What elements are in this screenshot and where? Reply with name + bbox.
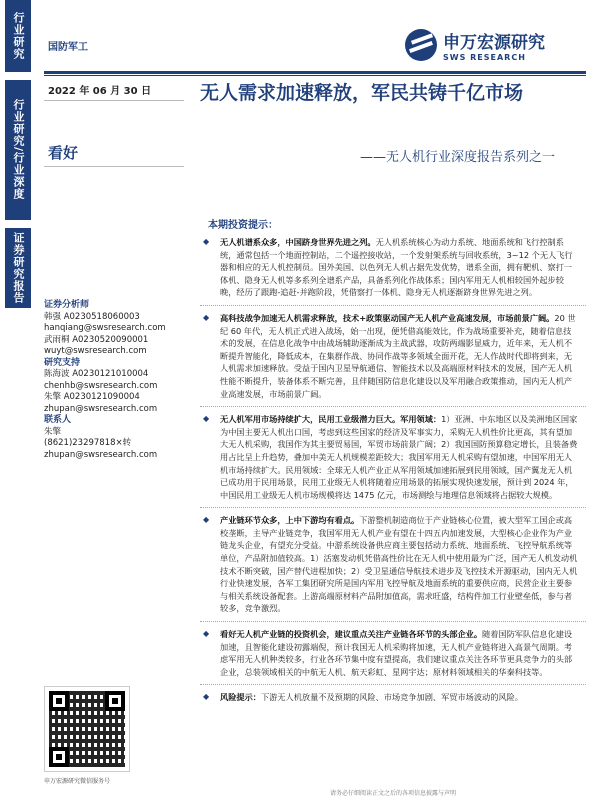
research-support-heading: 研究支持: [44, 357, 81, 368]
sidebar-tag-industry-research: [5, 0, 31, 72]
qr-finder-icon: [49, 747, 69, 767]
rating-divider-top: [44, 100, 184, 101]
key-point-bold: 产业链环节众多，上中下游均有看点。: [220, 515, 360, 526]
contact-phone: (8621)23297818×转: [44, 438, 132, 448]
logo-cn-text: 申万宏源研究: [443, 33, 545, 53]
qr-finder-icon: [105, 691, 125, 711]
header-divider: [44, 71, 586, 74]
analyst-line: 朱擎 A0230121090004: [44, 392, 140, 402]
key-point-item: [200, 236, 586, 306]
industry-label: 国防军工: [48, 42, 88, 53]
analyst-info: [44, 300, 194, 461]
key-point-text: 下游整机制造商位于产业链核心位置，被大型军工国企或高校垄断，主导产业链竞争，我国军用无人机产业有望在十四五内加速发展，大型核心企业作为产业链龙头企业，有望充分受益。中游系统设备供应商主要包括动力系统、地面系统、飞控导航系统等单位，产品附加值较高。1）活塞发动机凭借高性价比在无人机中使用最为广泛，国产无人机发动机技术不断突破，国产替代进程加快；2）受卫星通信导航技术进步及飞控技术开源驱动，国内无人机行业快速发展，各军工集团研究所是国内军用飞控导航及地面系统的重要供应商，民营企业主要参与相关系统设备配套。上游高端原材料产品附加值高，需求旺盛，结构件加工行业壁垒低，参与者较多，竞争激烈。: [220, 515, 578, 614]
key-points-list: [200, 236, 586, 716]
qr-caption: 申万宏源研究微信服务号: [44, 778, 111, 785]
report-date: 2022 年 06 月 30 日: [48, 86, 152, 97]
key-point-item: [200, 691, 586, 710]
key-point-item: [200, 514, 586, 622]
key-point-text: 20 世纪 60 年代，无人机正式进入战场，始一出现，便凭借高能效比，作为战场重要补充，随着信息技术的发展，在信息化战争中由战场辅助逐渐成为主战武器，攻防两端影显威力，近年来，无人机不断提升智能化，降低成本，在集群作战、协同作战等多领域全面开花，无人作战时代即将到来，无人机需求加速释放。受益于国内卫星导航通信、智能技术以及高端原材料技术的发展，国产无人机性能不断提升，装备体系不断完善，且伴随国防信息化建设以及军用融合政策推动，国内无人机产业高速发展，市场前景广阔。: [220, 312, 576, 399]
qr-code: [44, 686, 130, 772]
logo-en-text: SWS RESEARCH: [443, 53, 526, 62]
analyst-line: 韩强 A0230518060003: [44, 311, 140, 322]
key-point-bold: 看好无人机产业链的投资机会，建议重点关注产业链各环节的头部企业。: [220, 629, 483, 640]
key-point-text: 随着国防军队信息化建设加速，且智能化建设初露端倪，预计我国无人机采购将加速，无人机产业链将进入高景气周期。考虑军用无人机种类较多，行业各环节集中度有望提高，我们建议重点关注各环节更具竞争力的头部企业，总装领域相关的中航无人机、航天彩虹、星网宇达；原材料领域相关的华秦科技等。: [220, 629, 573, 677]
sidebar-tag-text: 证券研究报告: [12, 232, 25, 304]
key-point-bold: 高科技战争加速无人机需求释放，技术+政策驱动国产无人机产业高速发展，市场前景广阔。: [220, 312, 555, 323]
sidebar-tag-text: 行业研究/行业深度: [12, 99, 25, 201]
key-points-heading: 本期投资提示：: [208, 220, 278, 231]
key-point-item: [200, 413, 586, 508]
qr-finder-icon: [49, 691, 69, 711]
analyst-line: 武雨桐 A0230520090001: [44, 334, 149, 345]
key-point-bold: 无人机军用市场持续扩大，民用工业级潜力巨大。军用领域：: [220, 414, 442, 425]
key-point-item: [200, 628, 586, 685]
header-divider-thin: [44, 75, 586, 76]
contact-heading: 联系人: [44, 415, 72, 425]
contact-name: 朱擎: [44, 426, 62, 437]
key-point-text: 1）亚洲、中东地区以及美洲地区国家为中国主要无人机出口国，考虑到这些国家的经济及军事实力，采购无人机性价比更高，其有望加大无人机采购，我国作为其主要贸易国，军贸市场前景广阔；2）我国国防预算稳定增长，且装备费用占比呈上升趋势，叠加中美无人机规模差距较大；我国军用无人机采购有望加速，中国军用无人机市场持续扩大。民用领域：全球无人机产业正从军用领域加速拓展到民用领域，国产翼龙无人机已成功用于民用场景，民用工业级无人机将随着应用场景的拓展实现快速发展，预计到 2024 年，中国民用工业级无人机市场规模将达 1475 亿元，市场测绘与地理信息领域将占据较大规模。: [220, 414, 578, 500]
sidebar-tag-text: 行业研究: [12, 12, 25, 60]
analyst-email[interactable]: zhupan@swsresearch.com: [44, 403, 158, 414]
analyst-email[interactable]: chenhb@swsresearch.com: [44, 380, 158, 391]
key-point-text: 无人机系统核心为动力系统、地面系统和飞行控制系统，通常包括一个地面控制站，二个遥控接收站，一个发射架系统与回收系统，3~12 个无人飞行器和相应的无人机控制员。国外美国、以色列无人机占据先发优势，谱系全面，拥有靶机、察打一体机、隐身无人机等多系列全谱系产品，具备系列化作战体系；国内军用无人机相较国外起步较晚，经历了跟跑-追赶-并跑阶段，凭借察打一体机、隐身无人机逐渐跻身世界先进之列。: [220, 237, 573, 298]
company-logo: [405, 25, 575, 65]
analyst-line: 陈海波 A0230121010004: [44, 369, 149, 379]
key-point-text: 下游无人机放量不及预期的风险、市场竞争加剧、军贸市场波动的风险。: [260, 692, 523, 703]
rating-label: 看好: [48, 144, 79, 162]
left-sidebar: [0, 0, 36, 800]
report-subtitle: ——无人机行业深度报告系列之一: [360, 150, 556, 165]
analyst-email[interactable]: hanqiang@swsresearch.com: [44, 323, 166, 333]
sidebar-tag-report-type: [5, 80, 31, 220]
sidebar-tag-securities-report: [5, 228, 31, 308]
key-point-bold: 风险提示：: [220, 692, 261, 703]
footer-disclaimer: 请务必仔细阅读正文之后的各项信息披露与声明: [330, 790, 457, 797]
rating-divider-bottom: [44, 166, 184, 167]
analyst-heading: 证券分析师: [44, 300, 90, 310]
key-point-bold: 无人机谱系众多，中国跻身世界先进之列。: [220, 237, 376, 247]
key-point-item: [200, 312, 586, 407]
analyst-email[interactable]: wuyt@swsresearch.com: [44, 346, 147, 356]
report-title: 无人需求加速释放，军民共铸千亿市场: [200, 82, 524, 104]
logo-mark-icon: [405, 29, 437, 61]
contact-email[interactable]: zhupan@swsresearch.com: [44, 449, 158, 460]
